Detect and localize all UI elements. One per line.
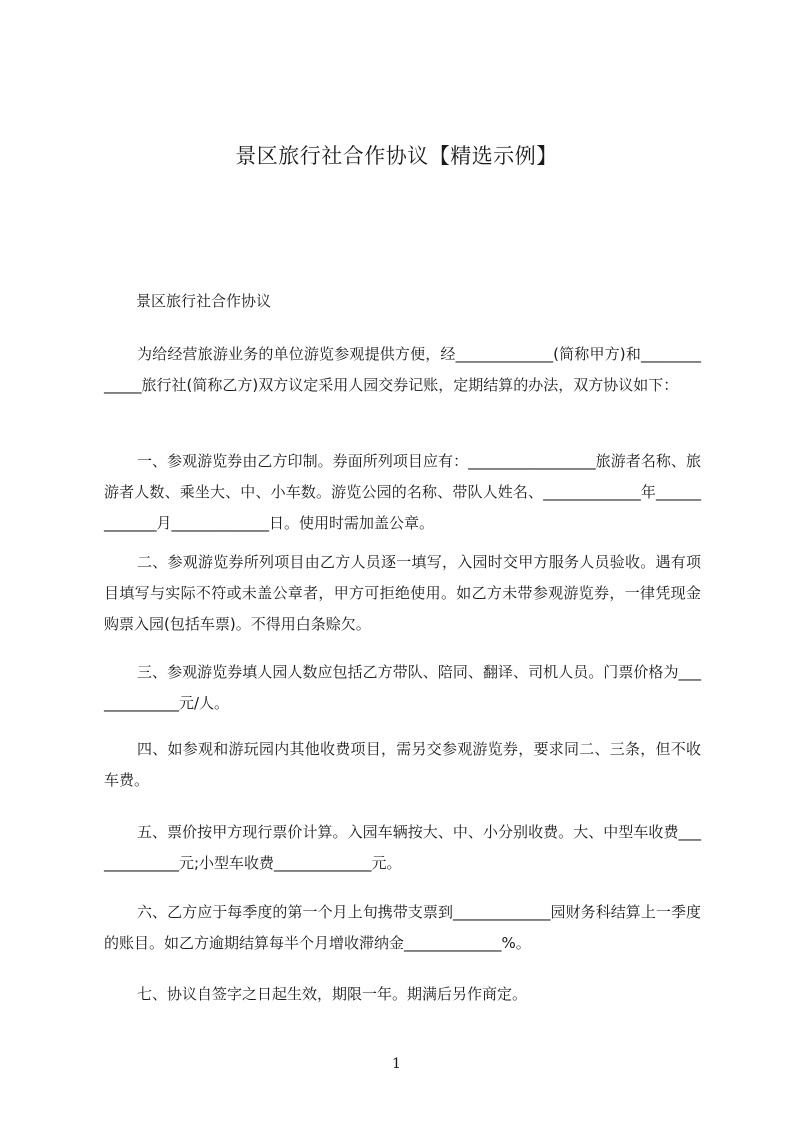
paragraph-clause-6: 六、乙方应于每季度的第一个月上旬携带支票到_____________园财务科结算上一季度的账目。如乙方逾期结算每半个月增收滞纳金_____________%。: [104, 903, 701, 952]
paragraph-clause-3: 三、参观游览券填人园人数应包括乙方带队、陪同、翻译、司机人员。门票价格为_____________元/人。: [104, 663, 701, 712]
paragraph-clause-1: 一、参观游览券由乙方印制。券面所列项目应有：_________________旅游者名称、旅游者人数、乘坐大、中、小车数。游览公园的名称、带队人姓名、_____________年_____________月_____________日。使用时需加盖公章。: [104, 452, 701, 532]
paragraph-clause-5: 五、票价按甲方现行票价计算。入园车辆按大、中、小分别收费。大、中型车收费_____________元;小型车收费_____________元。: [104, 823, 701, 872]
paragraph-intro: 为给经营旅游业务的单位游览参观提供方便，经_____________(简称甲方)和_____________旅行社(简称乙方)双方议定采用人园交券记账，定期结算的办法，双方协议如下：: [104, 345, 701, 394]
paragraph-clause-4: 四、如参观和游玩园内其他收费项目，需另交参观游览券，要求同二、三条，但不收车费。: [104, 740, 701, 789]
document-title: 景区旅行社合作协议【精选示例】: [235, 144, 558, 168]
document-subtitle: 景区旅行社合作协议: [136, 292, 272, 310]
page-number: 1: [392, 1056, 401, 1072]
paragraph-clause-2: 二、参观游览券所列项目由乙方人员逐一填写，入园时交甲方服务人员验收。遇有项目填写与实际不符或未盖公章者，甲方可拒绝使用。如乙方未带参观游览券，一律凭现金购票入园(包括车票)。不得用白条赊欠。: [104, 553, 701, 633]
paragraph-clause-7: 七、协议自签字之日起生效，期限一年。期满后另作商定。: [137, 985, 528, 1003]
